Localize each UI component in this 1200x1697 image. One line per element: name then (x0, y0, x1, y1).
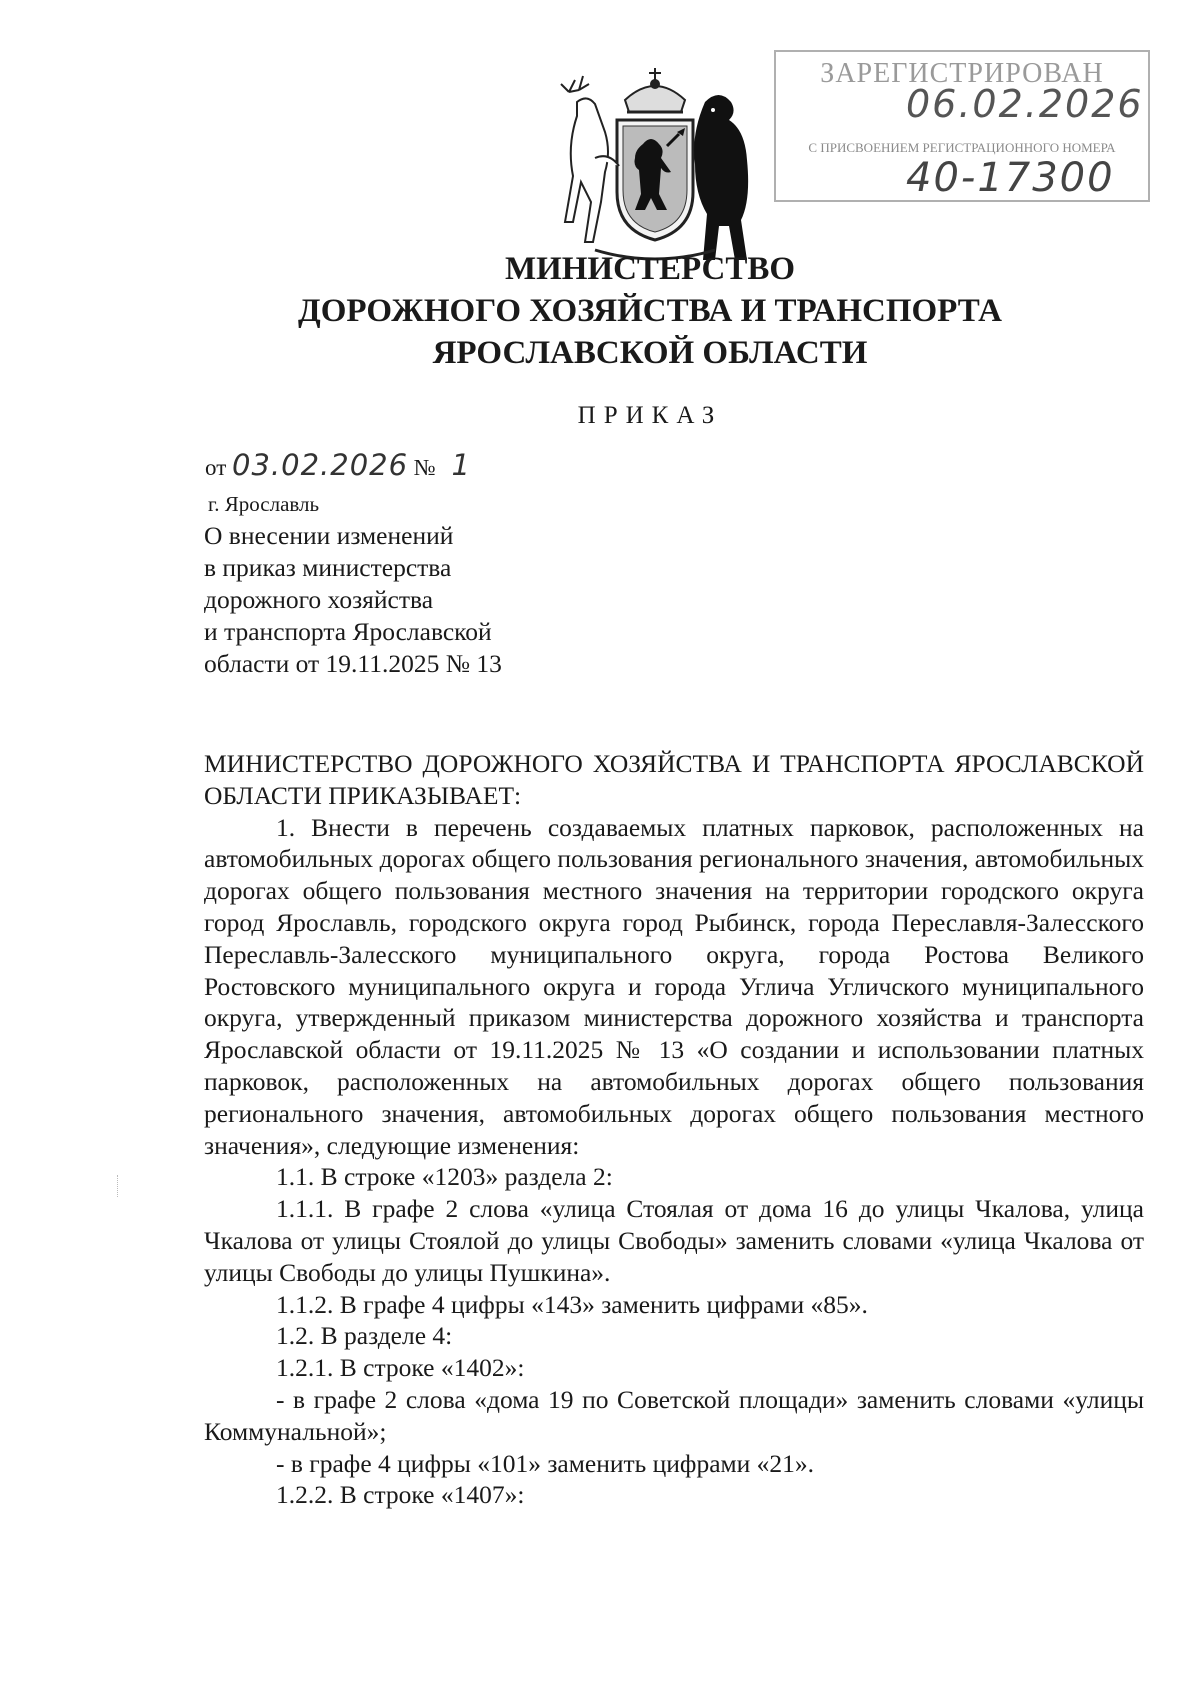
paragraph-1-2: 1.2. В разделе 4: (276, 1321, 453, 1351)
stamp-reg-number: 40-17300 (906, 155, 1115, 201)
subject-line: дорожного хозяйства (204, 585, 434, 614)
shield-icon (617, 120, 693, 240)
paragraph-1-1-1: 1.1.1. В графе 2 слова «улица Стоялая от дома 16 до улицы Чкалова, улица Чкалова от улицы Стоялой до улицы Свободы» заменить словами «улица Чкалова от улицы Свободы до улицы Пушкина». (204, 1194, 1144, 1287)
document-type: ПРИКАЗ (577, 402, 723, 429)
deer-supporter-icon (561, 76, 619, 242)
order-number-sign: № (413, 455, 436, 480)
subject-line: О внесении изменений (204, 521, 454, 550)
crown-icon (625, 68, 685, 112)
paragraph-1-2-1-a: - в графе 2 слова «дома 19 по Советской площади» заменить словами «улицы Коммунальной»; (204, 1384, 1144, 1446)
coat-of-arms-emblem (555, 62, 755, 272)
title-line-3: ЯРОСЛАВСКОЙ ОБЛАСТИ (432, 335, 868, 371)
title-line-2: ДОРОЖНОГО ХОЗЯЙСТВА И ТРАНСПОРТА (298, 293, 1002, 329)
stamp-date: 06.02.2026 (906, 82, 1144, 126)
paragraph-1-2-1-b: - в графе 4 цифры «101» заменить цифрами «21». (276, 1448, 815, 1478)
order-body (204, 748, 1144, 1511)
order-from-label: от (205, 455, 227, 480)
paragraph-1-2-1: 1.2.1. В строке «1402»: (276, 1353, 525, 1383)
stamp-heading: ЗАРЕГИСТРИРОВАН (820, 58, 1104, 89)
preamble: МИНИСТЕРСТВО ДОРОЖНОГО ХОЗЯЙСТВА И ТРАНСПОРТА ЯРОСЛАВСКОЙ ОБЛАСТИ ПРИКАЗЫВАЕТ: (204, 749, 1144, 810)
registration-stamp (774, 50, 1150, 202)
title-line-1: МИНИСТЕРСТВО (504, 251, 796, 287)
bear-supporter-icon (694, 95, 748, 260)
order-subject (204, 520, 564, 680)
paragraph-1-1: 1.1. В строке «1203» раздела 2: (276, 1162, 613, 1192)
order-date: 03.02.2026 (232, 448, 409, 482)
order-city: г. Ярославль (208, 492, 320, 516)
stamp-subheading: С ПРИСВОЕНИЕМ РЕГИСТРАЦИОННОГО НОМЕРА (808, 140, 1116, 155)
subject-line: и транспорта Ярославской (204, 617, 492, 646)
ministry-title (0, 248, 1200, 374)
subject-line: области от 19.11.2025 № 13 (204, 649, 502, 678)
paragraph-1: 1. Внести в перечень создаваемых платных парковок, расположенных на автомобильных дорогах общего пользования регионального значения, автомобильных дорогах общего пользования местного значения на территории городского округа город Ярославль, городского округа город Рыбинск, города Переславля-Залесского Переславль-Залесского муниципального округа, города Ростова Великого Ростовского муниципального округа и города Углича Угличского муниципального округа, утвержденный приказом министерства дорожного хозяйства и транспорта Ярославской области от 19.11.2025 № 13 «О создании и использовании платных парковок, расположенных на автомобильных дорогах общего пользования регионального значения, автомобильных дорогах общего пользования местного значения», следующие изменения: (204, 812, 1144, 1160)
margin-mark (117, 1175, 120, 1197)
subject-line: в приказ министерства (204, 553, 452, 582)
paragraph-1-2-2: 1.2.2. В строке «1407»: (276, 1480, 525, 1510)
paragraph-1-1-2: 1.1.2. В графе 4 цифры «143» заменить цифрами «85». (276, 1289, 868, 1319)
order-date-number (205, 448, 471, 482)
order-number: 1 (451, 448, 471, 482)
